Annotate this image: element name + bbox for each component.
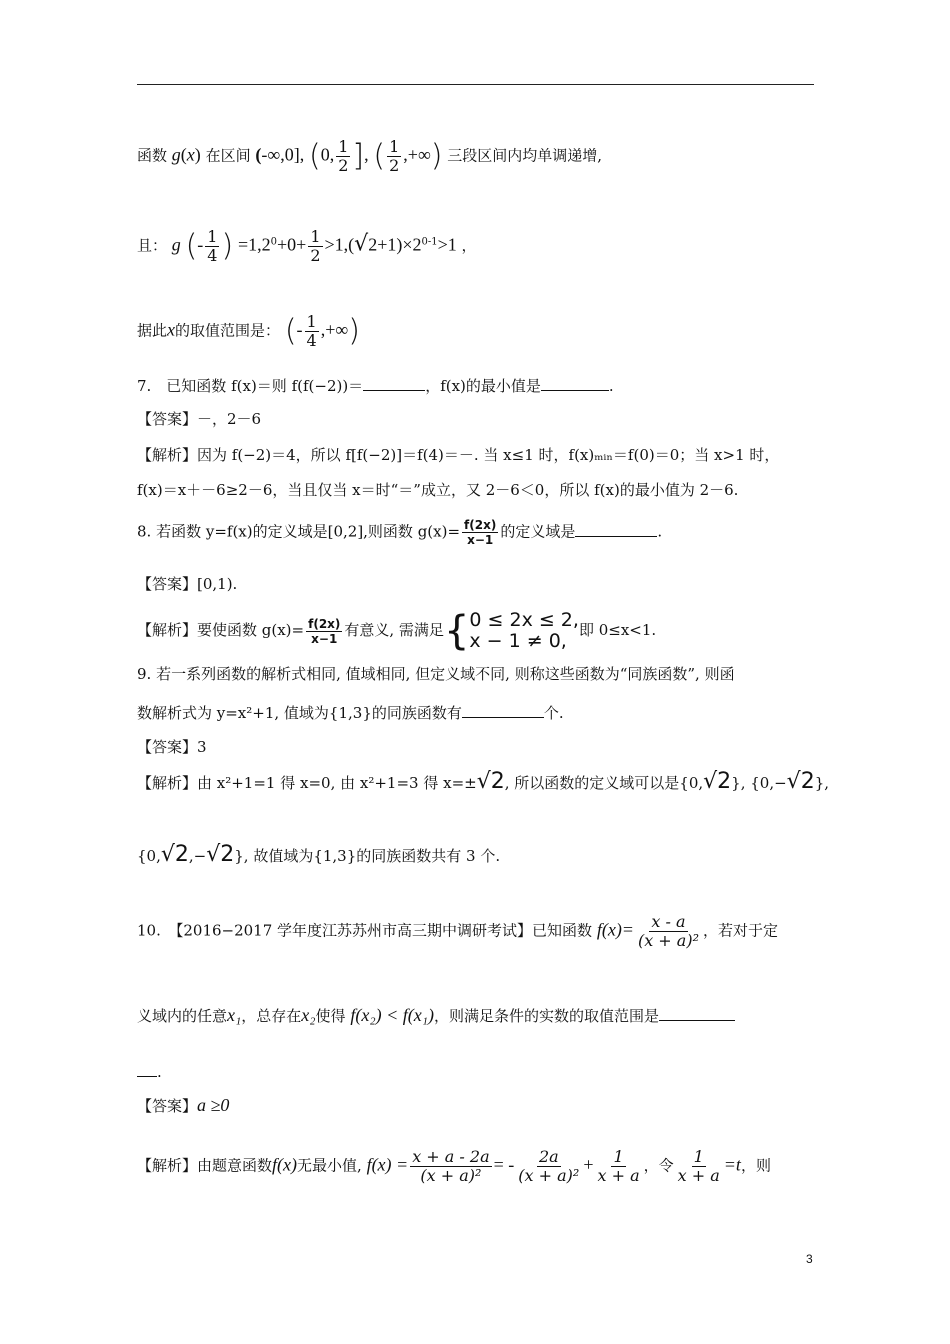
condition-system: 0 ≤ 2x ≤ 2, x − 1 ≠ 0, — [469, 609, 579, 652]
math-x: x — [186, 144, 195, 165]
answer-blank — [541, 376, 609, 391]
text: 且： — [137, 236, 168, 255]
answer-blank — [575, 522, 657, 537]
q10-answer: 【答案】a ≥0 — [137, 1095, 230, 1115]
q8-explanation: 【解析】要使函数 g(x)= $\frac{f(2x)}{x-1}$ 有意义, 需满足{ 0 ≤ 2x ≤ 2, x − 1 ≠ 0, 即 0≤x<1. — [137, 608, 657, 654]
text: 在区间 — [205, 146, 251, 165]
q9-explanation-2: {0,√2,−√2}, 故值域为{1,3}的同族函数共有 3 个. — [137, 842, 501, 867]
question-9: 9. 若一系列函数的解析式相同, 值域相同, 但定义域不同, 则称这些函数为“同族函数”, 则函 — [137, 665, 735, 683]
answer-blank — [462, 703, 544, 718]
q7-explanation: 【解析】因为 f(−2)＝4，所以 f[f(−2)]＝f(4)＝－. 当 x≤1 时，f(x)ₘᵢₙ＝f(0)＝0；当 x>1 时， — [137, 446, 780, 464]
question-10-3: . — [137, 1060, 162, 1084]
fraction-half: $\frac{1}{2}$ — [389, 137, 400, 175]
sqrt-sign: √ — [354, 231, 369, 257]
fraction-quarter: $\frac{1}{4}$ — [306, 312, 317, 350]
text: 三段区间内均单调递增, — [447, 146, 603, 165]
q9-answer: 【答案】3 — [137, 738, 207, 756]
math-g: g — [171, 144, 181, 165]
q7-explanation-2: f(x)＝x＋－6≥2－6，当且仅当 x＝时“＝”成立，又 2－6＜0，所以 f(x)的最小值为 2－6. — [137, 481, 739, 499]
page-number: 3 — [806, 1252, 813, 1266]
question-8: 8. 若函数 y=f(x)的定义域是[0,2],则函数 g(x)= $\frac{f(2x)}{x-1}$ 的定义域是 . — [137, 518, 663, 547]
interval-3: ,+∞ — [403, 144, 431, 165]
fraction-g: $\frac{f(2x)}{x-1}$ — [464, 518, 497, 547]
line-range: 据此x的取值范围是： (- $\frac{1}{4}$ ,+∞) — [137, 312, 360, 350]
fraction-quarter: $\frac{1}{4}$ — [207, 227, 218, 265]
question-10-2: 义域内的任意x₁，总存在x₂使得 f(x₂) < f(x₁)，则满足条件的实数的取值范围是 — [137, 1003, 735, 1028]
line-check: 且： g (- $\frac{1}{4}$ ) $=1,2^0+0+$ $\frac{1}{2}$ $>1,(√2+1)\times 2^{0-1}>1$ ， — [137, 227, 477, 265]
line-intervals: 函数 g(x) 在区间 (-∞,0], (0, $\frac{1}{2}$ ], ( $\frac{1}{2}$ ,+∞) 三段区间内均单调递增, — [137, 137, 603, 175]
fraction-half: $\frac{1}{2}$ — [310, 227, 321, 265]
interval-1: -∞,0 — [261, 144, 294, 165]
text: 据此 — [137, 321, 168, 340]
answer-blank — [137, 1062, 157, 1077]
answer-blank — [363, 376, 425, 391]
text: 函数 — [137, 146, 168, 165]
question-9-2: 数解析式为 y=x²+1, 值域为{1,3}的同族函数有 个. — [137, 704, 564, 722]
question-7: 7. 已知函数 f(x)＝则 f(f(−2))＝ ，f(x)的最小值是 . — [137, 377, 614, 395]
q8-answer: 【答案】[0,1). — [137, 575, 238, 593]
answer-blank — [659, 1006, 735, 1021]
fraction-f: $\frac{x - a}{\text{(x + a)²}}$ — [637, 912, 699, 950]
q7-answer: 【答案】－，2－6 — [137, 410, 262, 428]
math-expr: =1,2 — [237, 234, 271, 255]
q10-explanation: 【解析】由题意函数f(x)无最小值, f(x) = $\frac{x + a - 2a}{\text{(x + a)²}}$ = - $\frac{2a}{\text{(x + a)²}}$ + $\frac{1}{x + a}$ ，令 $\frac{1}{x + a}$ =t，则 — [137, 1147, 771, 1185]
fraction-half: $\frac{1}{2}$ — [338, 137, 349, 175]
math-g: g — [171, 234, 181, 255]
question-10: 10. 【2016−2017 学年度江苏苏州市高三期中调研考试】已知函数 f(x)= $\frac{x - a}{\text{(x + a)²}}$ ，若对于定 — [137, 912, 779, 950]
fraction-g: $\frac{f(2x)}{x-1}$ — [308, 616, 341, 646]
interval-2: 0, — [320, 144, 335, 165]
header-rule — [137, 84, 814, 85]
q9-explanation: 【解析】由 x²+1=1 得 x=0, 由 x²+1=3 得 x=±√2, 所以函数的定义域可以是{0,√2}, {0,−√2}, — [137, 769, 829, 794]
